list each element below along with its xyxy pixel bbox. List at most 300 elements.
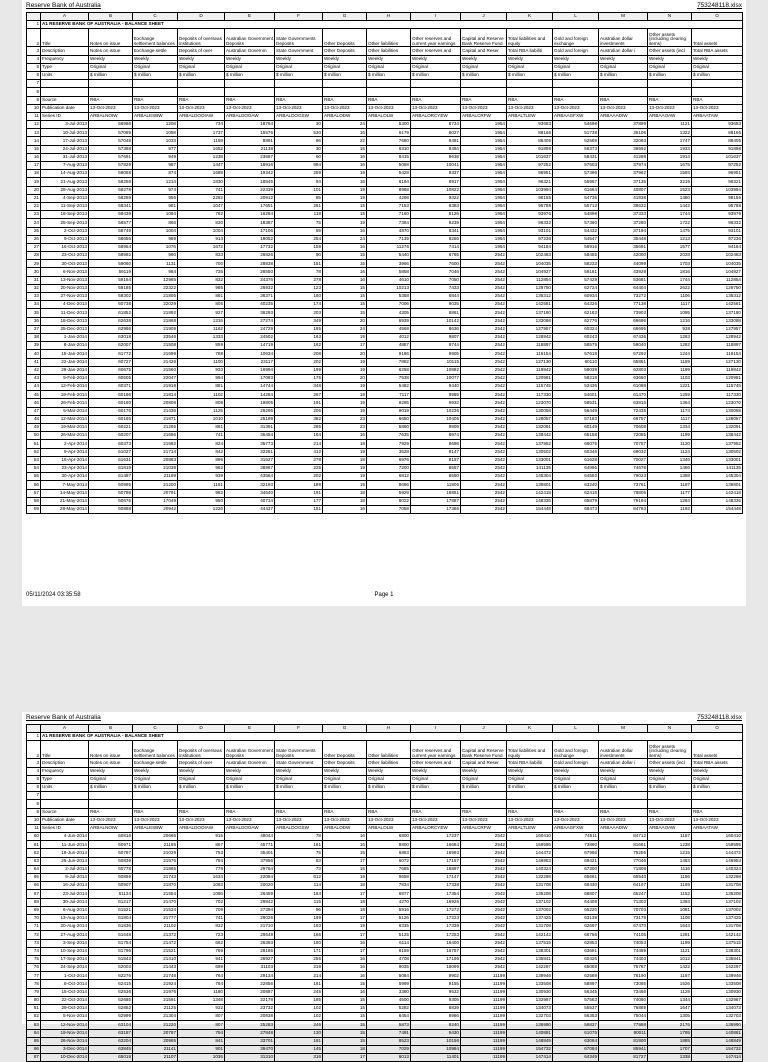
row-number: 1 bbox=[27, 733, 41, 741]
header-cell: 13-Oct-2023 bbox=[367, 816, 411, 824]
value-cell: 91898 bbox=[507, 145, 553, 153]
value-cell: 138301 bbox=[692, 947, 743, 955]
value-cell: 35106 bbox=[599, 129, 648, 137]
header-cell: Other assets (including clearing items) bbox=[648, 29, 692, 47]
value-cell: 842 bbox=[178, 448, 225, 456]
value-cell: 165 bbox=[275, 931, 323, 939]
value-cell: 1063 bbox=[178, 882, 225, 890]
value-cell: 120981 bbox=[507, 374, 553, 382]
table-cell bbox=[133, 88, 178, 96]
date-cell: 18-Dec-2013 bbox=[41, 317, 89, 325]
table-cell bbox=[133, 800, 178, 808]
header-cell: 13-Oct-2023 bbox=[323, 816, 367, 824]
table-row bbox=[27, 129, 743, 137]
value-cell: 75 bbox=[275, 849, 323, 857]
date-cell: 24-Sep-2014 bbox=[41, 964, 89, 972]
value-cell: 1593 bbox=[648, 170, 692, 178]
value-cell: 31391 bbox=[225, 424, 275, 432]
value-cell: 79023 bbox=[599, 473, 648, 481]
value-cell: 63139 bbox=[553, 914, 599, 922]
table-row bbox=[27, 186, 743, 194]
value-cell: 5999 bbox=[367, 980, 411, 988]
value-cell: 1081 bbox=[648, 906, 692, 914]
value-cell: 278 bbox=[275, 456, 323, 464]
value-cell: 59185 bbox=[89, 284, 133, 292]
header-cell: RBA bbox=[89, 808, 133, 816]
value-cell: 16 bbox=[323, 162, 367, 170]
value-cell: 8157 bbox=[411, 456, 461, 464]
value-cell: 700 bbox=[178, 260, 225, 268]
value-cell: 57089 bbox=[89, 129, 133, 137]
value-cell: 28185 bbox=[225, 947, 275, 955]
header-cell: Weekly bbox=[461, 767, 507, 775]
header-cell: Weekly bbox=[411, 55, 461, 63]
header-cell: 13-Oct-2023 bbox=[553, 816, 599, 824]
value-cell: 58278 bbox=[89, 186, 133, 194]
value-cell: 21107 bbox=[133, 1054, 178, 1062]
value-cell: 16 bbox=[323, 964, 367, 972]
value-cell: 66756 bbox=[553, 931, 599, 939]
value-cell: 93976 bbox=[692, 211, 743, 219]
value-cell: 60907 bbox=[89, 882, 133, 890]
value-cell: 61772 bbox=[89, 350, 133, 358]
table-row bbox=[27, 1054, 743, 1062]
header-cell: Deposits of overseas institutions bbox=[178, 741, 225, 759]
value-cell: 24376 bbox=[225, 276, 275, 284]
row-number: 41 bbox=[27, 358, 41, 366]
value-cell: 17386 bbox=[411, 505, 461, 513]
header-cell: Weekly bbox=[461, 55, 507, 63]
value-cell: 22322 bbox=[133, 284, 178, 292]
value-cell: 10156 bbox=[411, 1037, 461, 1045]
header-cell: Other assets (incl bbox=[648, 759, 692, 767]
value-cell: 808 bbox=[178, 399, 225, 407]
type-row bbox=[27, 63, 743, 71]
value-cell: 939 bbox=[178, 473, 225, 481]
header-cell: Capital and Reser bbox=[461, 759, 507, 767]
row-number: 44 bbox=[27, 383, 41, 391]
value-cell: 104035 bbox=[692, 260, 743, 268]
table-row bbox=[27, 874, 743, 882]
value-cell: 73085 bbox=[599, 980, 648, 988]
value-cell: 60 bbox=[275, 153, 323, 161]
value-cell: 138442 bbox=[692, 432, 743, 440]
column-letter: G bbox=[323, 725, 367, 733]
header-cell: $ million bbox=[599, 783, 648, 791]
row-number: 24 bbox=[27, 219, 41, 227]
value-cell: 61804 bbox=[89, 914, 133, 922]
value-cell: 66695 bbox=[599, 325, 648, 333]
value-cell: 135312 bbox=[692, 293, 743, 301]
date-cell: 11-Dec-2013 bbox=[41, 309, 89, 317]
value-cell: 61217 bbox=[89, 898, 133, 906]
value-cell: 1221 bbox=[648, 383, 692, 391]
value-cell: 9322 bbox=[411, 194, 461, 202]
header-cell: 13-Oct-2023 bbox=[461, 816, 507, 824]
column-letter: M bbox=[599, 725, 648, 733]
value-cell: 21508 bbox=[133, 342, 178, 350]
value-cell: 58233 bbox=[553, 260, 599, 268]
description-row bbox=[27, 47, 743, 55]
value-cell: 21743 bbox=[133, 874, 178, 882]
value-cell: 21220 bbox=[133, 1021, 178, 1029]
header-cell: Total assets bbox=[692, 741, 743, 759]
value-cell: 65088 bbox=[553, 964, 599, 972]
value-cell: 11199 bbox=[461, 1037, 507, 1045]
header-cell: Original bbox=[275, 63, 323, 71]
header-cell: State Governments Deposits bbox=[275, 741, 323, 759]
value-cell: 61796 bbox=[89, 947, 133, 955]
table-row bbox=[27, 194, 743, 202]
header-cell: Weekly bbox=[507, 55, 553, 63]
value-cell: 10236 bbox=[411, 407, 461, 415]
units-row bbox=[27, 783, 743, 791]
value-cell: 6976 bbox=[367, 456, 411, 464]
value-cell: 18764 bbox=[225, 121, 275, 129]
value-cell: 21710 bbox=[225, 923, 275, 931]
value-cell: 72435 bbox=[599, 407, 648, 415]
column-letter: J bbox=[461, 13, 507, 21]
row-number: 4 bbox=[27, 767, 41, 775]
value-cell: 36454 bbox=[225, 432, 275, 440]
value-cell: 15 bbox=[323, 980, 367, 988]
value-cell: 17237 bbox=[411, 833, 461, 841]
header-cell: Deposits of over bbox=[178, 759, 225, 767]
value-cell: 1388 bbox=[648, 473, 692, 481]
value-cell: 58039 bbox=[553, 366, 599, 374]
value-cell: 11401 bbox=[411, 1054, 461, 1062]
value-cell: 1422 bbox=[648, 964, 692, 972]
value-cell: 8636 bbox=[411, 325, 461, 333]
header-cell: ARBAAOAW bbox=[648, 112, 692, 120]
value-cell: 1322 bbox=[648, 129, 692, 137]
value-cell: 2542 bbox=[461, 268, 507, 276]
table-cell bbox=[599, 800, 648, 808]
value-cell: 2542 bbox=[461, 906, 507, 914]
value-cell: 65247 bbox=[599, 890, 648, 898]
value-cell: 37135 bbox=[599, 178, 648, 186]
value-cell: 73456 bbox=[599, 988, 648, 996]
value-cell: 20912 bbox=[225, 194, 275, 202]
row-number: 5 bbox=[27, 775, 41, 783]
value-cell: 21521 bbox=[133, 947, 178, 955]
value-cell: 118897 bbox=[507, 342, 553, 350]
row-number: 71 bbox=[27, 923, 41, 931]
value-cell: 2542 bbox=[461, 849, 507, 857]
value-cell: 20 bbox=[323, 374, 367, 382]
value-cell: 57603 bbox=[553, 162, 599, 170]
value-cell: 2542 bbox=[461, 497, 507, 505]
value-cell: 86405 bbox=[692, 137, 743, 145]
value-cell: 17196 bbox=[411, 955, 461, 963]
value-cell: 8341 bbox=[411, 227, 461, 235]
value-cell: 171 bbox=[275, 947, 323, 955]
value-cell: 20838 bbox=[225, 1013, 275, 1021]
value-cell: 148849 bbox=[507, 1037, 553, 1045]
value-cell: 16897 bbox=[411, 865, 461, 873]
date-cell: 19-Mar-2014 bbox=[41, 424, 89, 432]
table-cell bbox=[178, 80, 225, 88]
table-cell bbox=[323, 80, 367, 88]
header-cell: RBA bbox=[507, 96, 553, 104]
value-cell: 104927 bbox=[692, 268, 743, 276]
value-cell: 58058 bbox=[89, 170, 133, 178]
value-cell: 34640 bbox=[225, 489, 275, 497]
value-cell: 15 bbox=[323, 145, 367, 153]
value-cell: 69696 bbox=[599, 317, 648, 325]
header-cell: Original bbox=[692, 775, 743, 783]
value-cell: 69421 bbox=[553, 857, 599, 865]
value-cell: 58455 bbox=[553, 252, 599, 260]
value-cell: 12985 bbox=[133, 276, 178, 284]
value-cell: 139946 bbox=[692, 972, 743, 980]
value-cell: 612 bbox=[275, 874, 323, 882]
value-cell: 66430 bbox=[553, 882, 599, 890]
table-row bbox=[27, 448, 743, 456]
value-cell: 17651 bbox=[225, 202, 275, 210]
value-cell: 61843 bbox=[89, 955, 133, 963]
value-cell: 2542 bbox=[461, 898, 507, 906]
value-cell: 1442 bbox=[648, 202, 692, 210]
value-cell: 21141 bbox=[133, 1045, 178, 1053]
header-cell: Title bbox=[41, 741, 89, 759]
header-cell: Notes on issue bbox=[89, 47, 133, 55]
header-cell: Original bbox=[133, 63, 178, 71]
table-row bbox=[27, 988, 743, 996]
date-cell: 5-Feb-2014 bbox=[41, 374, 89, 382]
value-cell: 1577 bbox=[648, 243, 692, 251]
value-cell: 98155 bbox=[507, 194, 553, 202]
header-cell: ARBAAOAW bbox=[648, 824, 692, 832]
row-number: 40 bbox=[27, 350, 41, 358]
value-cell: 103994 bbox=[692, 186, 743, 194]
row-number: 62 bbox=[27, 849, 41, 857]
value-cell: 19 bbox=[323, 481, 367, 489]
header-cell: RBA bbox=[89, 96, 133, 104]
value-cell: 137952 bbox=[507, 440, 553, 448]
value-cell: 60196 bbox=[89, 391, 133, 399]
row-number: 55 bbox=[27, 473, 41, 481]
row-number: 48 bbox=[27, 415, 41, 423]
value-cell: 180 bbox=[275, 939, 323, 947]
value-cell: 142581 bbox=[692, 301, 743, 309]
value-cell: 3219 bbox=[648, 178, 692, 186]
value-cell: 1830 bbox=[178, 178, 225, 186]
value-cell: 60207 bbox=[89, 432, 133, 440]
table-cell bbox=[461, 80, 507, 88]
value-cell: 137952 bbox=[692, 440, 743, 448]
header-cell: 13-Oct-2023 bbox=[553, 104, 599, 112]
header-cell: Australian Government Deposits bbox=[225, 741, 275, 759]
value-cell: 4887 bbox=[367, 342, 411, 350]
value-cell: 2542 bbox=[461, 432, 507, 440]
header-cell: $ million bbox=[225, 783, 275, 791]
value-cell: 61470 bbox=[599, 391, 648, 399]
value-cell: 19 bbox=[323, 219, 367, 227]
value-cell: 219 bbox=[275, 964, 323, 972]
header-cell: RBA bbox=[133, 808, 178, 816]
value-cell: 184 bbox=[275, 890, 323, 898]
row-number: 6 bbox=[27, 71, 41, 79]
header-cell: ARBALDOOIAW bbox=[178, 824, 225, 832]
date-cell: 27-Aug-2014 bbox=[41, 931, 89, 939]
value-cell: 18 bbox=[323, 497, 367, 505]
value-cell: 93976 bbox=[507, 211, 553, 219]
value-cell: 1914 bbox=[648, 153, 692, 161]
value-cell: 5858 bbox=[367, 268, 411, 276]
header-cell: RBA bbox=[411, 808, 461, 816]
value-cell: 8256 bbox=[411, 235, 461, 243]
row-number: 34 bbox=[27, 301, 41, 309]
value-cell: 86405 bbox=[507, 137, 553, 145]
value-cell: 80011 bbox=[599, 1029, 648, 1037]
value-cell: 64593 bbox=[553, 473, 599, 481]
value-cell: 1131 bbox=[133, 260, 178, 268]
value-cell: 977 bbox=[133, 145, 178, 153]
value-cell: 18 bbox=[323, 906, 367, 914]
value-cell: 62697 bbox=[553, 923, 599, 931]
value-cell: 5068 bbox=[367, 162, 411, 170]
value-cell: 2542 bbox=[461, 440, 507, 448]
value-cell: 60676 bbox=[89, 497, 133, 505]
value-cell: 36371 bbox=[225, 293, 275, 301]
value-cell: 101637 bbox=[507, 153, 553, 161]
header-cell: 13-Oct-2023 bbox=[133, 816, 178, 824]
date-cell: 16-Jul-2014 bbox=[41, 882, 89, 890]
value-cell: 20020 bbox=[225, 882, 275, 890]
value-cell: 8861 bbox=[411, 309, 461, 317]
value-cell: 5428 bbox=[367, 170, 411, 178]
value-cell: 4305 bbox=[367, 309, 411, 317]
value-cell: 11806 bbox=[411, 481, 461, 489]
column-letter: M bbox=[599, 13, 648, 21]
header-cell: Other assets (incl bbox=[648, 47, 692, 55]
header-cell: Source bbox=[41, 808, 89, 816]
value-cell: 16 bbox=[323, 505, 367, 513]
value-cell: 59119 bbox=[89, 268, 133, 276]
value-cell: 9902 bbox=[411, 972, 461, 980]
header-cell: $ million bbox=[89, 783, 133, 791]
value-cell: 19 bbox=[323, 186, 367, 194]
value-cell: 1672 bbox=[178, 243, 225, 251]
value-cell: 1475 bbox=[648, 227, 692, 235]
value-cell: 19 bbox=[323, 391, 367, 399]
table-cell bbox=[89, 80, 133, 88]
value-cell: 9430 bbox=[411, 1029, 461, 1037]
value-cell: 15 bbox=[323, 1029, 367, 1037]
value-cell: 16851 bbox=[411, 489, 461, 497]
value-cell: 27274 bbox=[225, 317, 275, 325]
value-cell: 134073 bbox=[507, 1005, 553, 1013]
header-cell: Total RBA assets bbox=[692, 47, 743, 55]
table-cell bbox=[225, 792, 275, 800]
header-cell: Weekly bbox=[648, 767, 692, 775]
value-cell: 2542 bbox=[461, 481, 507, 489]
value-cell: 15 bbox=[323, 996, 367, 1004]
value-cell: 199 bbox=[275, 366, 323, 374]
value-cell: 148335 bbox=[507, 497, 553, 505]
value-cell: 57360 bbox=[553, 219, 599, 227]
value-cell: 97252 bbox=[507, 162, 553, 170]
value-cell: 6844 bbox=[411, 293, 461, 301]
value-cell: 117330 bbox=[692, 391, 743, 399]
value-cell: 16994 bbox=[225, 366, 275, 374]
date-cell: 10-Jul-2013 bbox=[41, 129, 89, 137]
value-cell: 1364 bbox=[648, 399, 692, 407]
value-cell: 2542 bbox=[461, 955, 507, 963]
value-cell: 60373 bbox=[89, 440, 133, 448]
value-cell: 5860 bbox=[367, 424, 411, 432]
header-cell: ARBALCRFW bbox=[461, 112, 507, 120]
header-cell: Total liabilities and equity bbox=[507, 741, 553, 759]
value-cell: 35691 bbox=[599, 243, 648, 251]
value-cell: 130502 bbox=[507, 448, 553, 456]
header-cell: RBA bbox=[461, 808, 507, 816]
column-letter: K bbox=[507, 725, 553, 733]
value-cell: 102 bbox=[275, 1005, 323, 1013]
value-cell: 24 bbox=[323, 325, 367, 333]
header-cell: Other liabilities bbox=[367, 29, 411, 47]
header-cell: ARBALODW bbox=[323, 112, 367, 120]
source-row bbox=[27, 96, 743, 104]
value-cell: 56916 bbox=[553, 243, 599, 251]
row-number: 52 bbox=[27, 448, 41, 456]
value-cell: 169 bbox=[275, 914, 323, 922]
value-cell: 2542 bbox=[461, 833, 507, 841]
value-cell: 59060 bbox=[89, 260, 133, 268]
value-cell: 9019 bbox=[367, 407, 411, 415]
header-cell: RBA bbox=[275, 808, 323, 816]
value-cell: 19 bbox=[323, 366, 367, 374]
value-cell: 20 bbox=[323, 317, 367, 325]
date-cell: 5-Mar-2014 bbox=[41, 407, 89, 415]
header-cell: Gold and foreign bbox=[553, 47, 599, 55]
value-cell: 1346 bbox=[648, 456, 692, 464]
value-cell: 133088 bbox=[507, 317, 553, 325]
value-cell: 1954 bbox=[461, 170, 507, 178]
value-cell: 26393 bbox=[225, 939, 275, 947]
value-cell: 985 bbox=[178, 284, 225, 292]
header-cell: Weekly bbox=[553, 767, 599, 775]
value-cell: 16 bbox=[323, 955, 367, 963]
row-number: 53 bbox=[27, 456, 41, 464]
value-cell: 278 bbox=[275, 276, 323, 284]
value-cell: 18099 bbox=[411, 964, 461, 972]
value-cell: 159595 bbox=[507, 841, 553, 849]
table-row bbox=[27, 219, 743, 227]
value-cell: 64995 bbox=[553, 464, 599, 472]
header-cell: Publication date bbox=[41, 104, 89, 112]
value-cell: 75 bbox=[275, 219, 323, 227]
header-cell: ARBALTLEW bbox=[507, 824, 553, 832]
value-cell: 1159 bbox=[648, 358, 692, 366]
header-cell: Other reserves and bbox=[411, 47, 461, 55]
value-cell: 91898 bbox=[692, 145, 743, 153]
value-cell: 1012 bbox=[648, 955, 692, 963]
table-cell bbox=[648, 88, 692, 96]
header-cell: 13-Oct-2023 bbox=[507, 104, 553, 112]
table-cell bbox=[323, 88, 367, 96]
value-cell: 15 bbox=[323, 309, 367, 317]
row-number: 1 bbox=[27, 21, 41, 29]
value-cell: 1076 bbox=[133, 243, 178, 251]
date-cell: 25-Dec-2013 bbox=[41, 325, 89, 333]
value-cell: 782 bbox=[178, 211, 225, 219]
row-number: 42 bbox=[27, 366, 41, 374]
value-cell: 6939 bbox=[367, 317, 411, 325]
value-cell: 932 bbox=[178, 1005, 225, 1013]
value-cell: 22178 bbox=[225, 996, 275, 1004]
